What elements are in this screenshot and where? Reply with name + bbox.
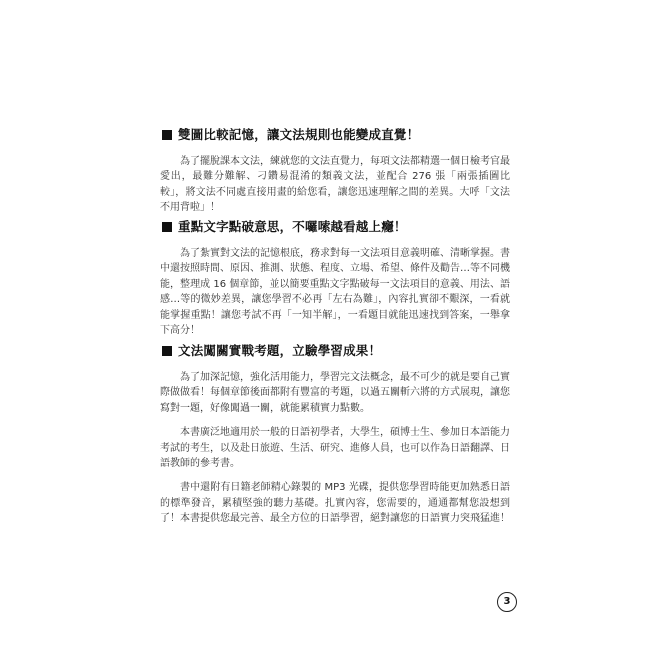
section-practice-tests: [160, 342, 510, 527]
section-key-points: [160, 218, 510, 338]
section-heading: [160, 218, 510, 236]
section-paragraph: 為了紮實對文法的記憶根底，務求對每一文法項目意義明確、清晰掌握。書中還按照時間、原因、推測、狀態、程度、立場、希望、條件及勸告…等不同機能，整理成 16 個章節，並以簡要重點文字點破每一文法項目的意義、用法、語感…等的微妙差異，讓您學習不必再「左右為難」，內容扎實卻不艱深，一看就能掌握重點！讓您考試不再「一知半解」，一看題目就能迅速找到答案，一舉拿下高分！: [160, 248, 510, 337]
page-number-badge: 3: [497, 592, 517, 612]
square-bullet-icon: [162, 222, 172, 232]
section-paragraph: 本書廣泛地適用於一般的日語初學者，大學生，碩博士生、參加日本語能力考試的考生，以及赴日旅遊、生活、研究、進修人員，也可以作為日語翻譯、日語教師的參考書。: [160, 427, 510, 470]
section-heading-text: 文法闖關實戰考題，立驗學習成果！: [178, 343, 382, 358]
section-heading-text: 雙圖比較記憶，讓文法規則也能變成直覺！: [178, 127, 420, 142]
section-heading: [160, 126, 510, 144]
section-paragraph: 書中還附有日籍老師精心錄製的 MP3 光碟，提供您學習時能更加熟悉日語的標準發音，累積堅強的聽力基礎。扎實內容，您需要的，通通都幫您設想到了！本書提供您最完善、最全方位的日語學習，絕對讓您的日語實力突飛猛進！: [160, 482, 510, 525]
section-heading-text: 重點文字點破意思，不囉嗦越看越上癮！: [178, 219, 407, 234]
square-bullet-icon: [162, 346, 172, 356]
section-paragraph: 為了擺脫課本文法，練就您的文法直覺力，每項文法都精選一個日檢考官最愛出，最難分難解、刁鑽易混淆的類義文法，並配合 276 張「兩張插圖比較」，將文法不同處直接用畫的給您看，讓您迅速理解之間的差異。大呼「文法不用背啦」！: [160, 156, 510, 214]
section-heading: [160, 342, 510, 360]
section-paragraph: 為了加深記憶，強化活用能力，學習完文法概念，最不可少的就是要自己實際做做看！每個章節後面都附有豐富的考題，以過五關斬六將的方式展現，讓您寫對一題，好像闖過一關，就能累積實力點數。: [160, 372, 510, 414]
section-visual-comparison: [160, 126, 510, 216]
square-bullet-icon: [162, 130, 172, 140]
